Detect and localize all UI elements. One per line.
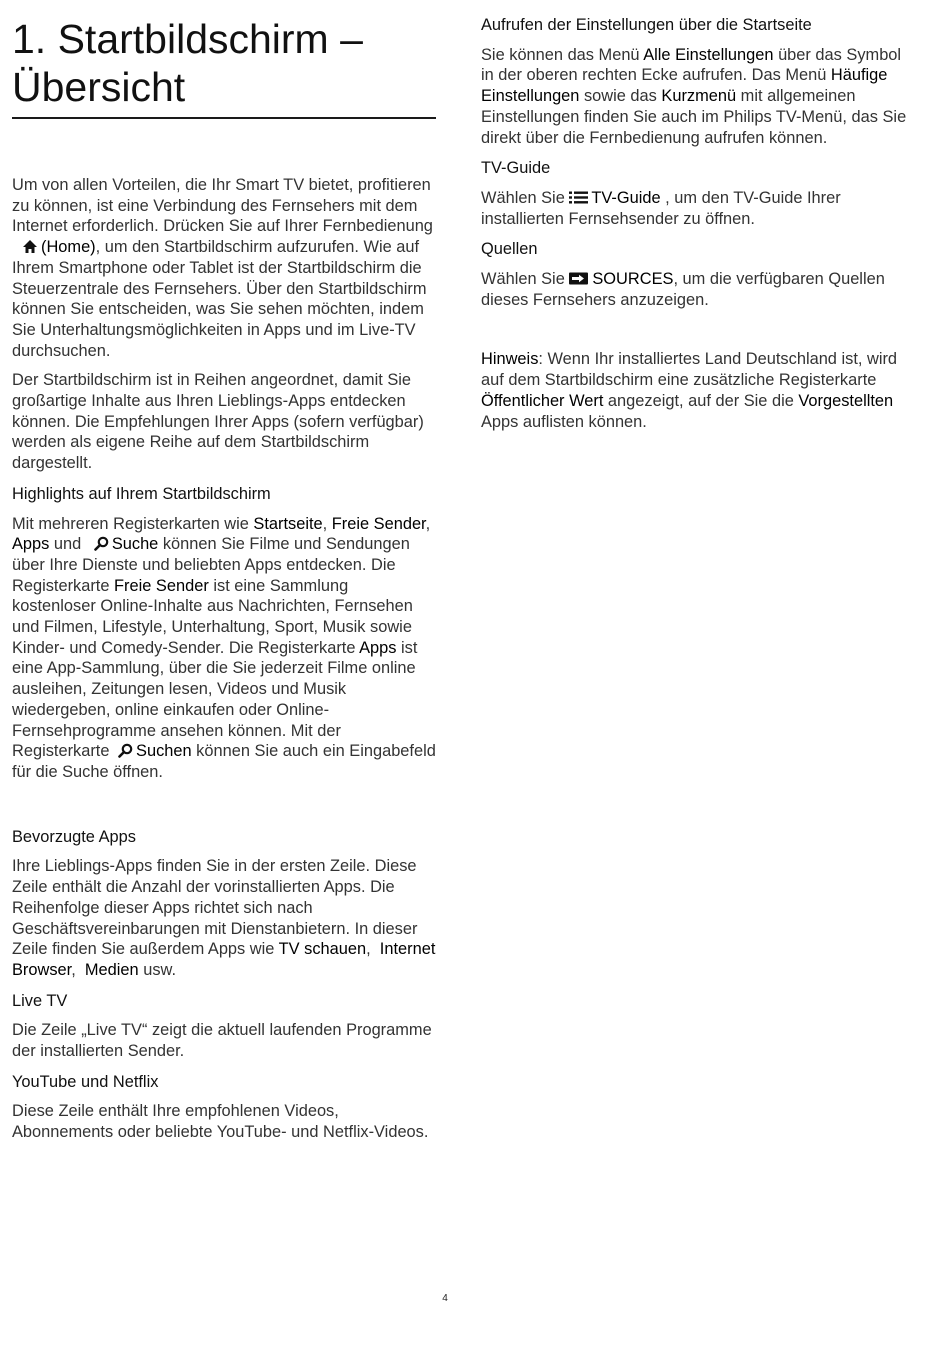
tvguide-text-2: , um den TV-Guide Ihrer installierten Fernsehsender zu öffnen. bbox=[481, 188, 841, 228]
settings-text-3: sowie das bbox=[579, 87, 662, 106]
page-title bbox=[12, 15, 436, 119]
intro-text-1: Um von allen Vorteilen, die Ihr Smart TV bietet, profitieren zu können, ist eine Verbindung des Fernsehers mit dem Internet erforderlich. Drücken Sie auf Ihrer Fernbedienung bbox=[12, 176, 433, 236]
sep: , bbox=[425, 514, 431, 533]
app-internet-browser: Internet Browser bbox=[12, 940, 436, 979]
sources-heading: Quellen bbox=[481, 240, 538, 259]
home-icon bbox=[22, 239, 38, 254]
tab-freie-sender: Freie Sender bbox=[331, 514, 426, 533]
livetv-heading: Live TV bbox=[12, 991, 68, 1010]
page-title-line1: 1. Startbildschirm – bbox=[12, 16, 363, 62]
favorites-text-1: Ihre Lieblings-Apps finden Sie in der ersten Zeile. Diese Zeile enthält die Anzahl der vorinstallierten Apps. Die Reihenfolge dieser Apps richtet sich nach Geschäftsvereinbarungen mit Dienstanbietern. In dieser Zeile finden Sie außerdem Apps wie bbox=[12, 857, 418, 959]
page-title-line2: Übersicht bbox=[12, 64, 186, 110]
sep: , bbox=[71, 960, 85, 979]
menu-haeufige-einstellungen: Häufige Einstellungen bbox=[481, 66, 888, 106]
favorites-text-2: usw. bbox=[138, 960, 177, 979]
note-label: Hinweis bbox=[481, 350, 539, 369]
youtube-heading: YouTube und Netflix bbox=[12, 1072, 159, 1091]
sources-paragraph bbox=[481, 269, 911, 310]
highlights-paragraph bbox=[12, 514, 436, 783]
livetv-paragraph: Die Zeile „Live TV“ zeigt die aktuell laufenden Programme der installierten Sender. bbox=[12, 1021, 432, 1061]
note-paragraph bbox=[481, 349, 911, 432]
rows-paragraph: Der Startbildschirm ist in Reihen angeordnet, damit Sie großartige Inhalte aus Ihren Lieblings-Apps entdecken können. Die Empfehlungen Ihrer Apps (sofern verfügbar) werden als eigene Reihe auf dem Startbildschirm dargestellt. bbox=[12, 371, 424, 473]
highlights-text-1: Mit mehreren Registerkarten wie bbox=[12, 514, 254, 533]
tab-vorgestellten: Vorgestellten bbox=[798, 391, 894, 410]
settings-paragraph bbox=[481, 45, 911, 149]
search-icon bbox=[118, 743, 133, 758]
tvguide-text-1: Wählen Sie bbox=[481, 188, 570, 207]
highlights-text-5: können Sie auch ein Eingabefeld für die Suche öffnen. bbox=[12, 742, 436, 781]
note-text-1: : Wenn Ihr installiertes Land Deutschland ist, wird auf dem Startbildschirm eine zusätzliche Registerkarte bbox=[481, 350, 898, 390]
note-text-3: Apps auflisten können. bbox=[481, 412, 647, 431]
tab-startseite: Startseite bbox=[253, 514, 323, 533]
tab-suchen: Suchen bbox=[136, 742, 192, 761]
sep: und bbox=[49, 535, 86, 554]
sources-icon bbox=[569, 272, 588, 285]
left-column bbox=[12, 0, 436, 1143]
app-tv-schauen: TV schauen bbox=[278, 940, 367, 959]
tab-freie-sender-2: Freie Sender bbox=[114, 576, 209, 595]
favorites-paragraph bbox=[12, 856, 436, 980]
tvguide-heading: TV-Guide bbox=[481, 159, 551, 178]
tab-oeffentlicher-wert: Öffentlicher Wert bbox=[481, 391, 604, 410]
tab-suche: Suche bbox=[111, 535, 159, 554]
right-column bbox=[481, 0, 911, 432]
settings-text-4: mit allgemeinen Einstellungen finden Sie auch im Philips TV-Menü, das Sie direkt über die Fernbedienung aufrufen können. bbox=[481, 87, 907, 147]
settings-text-1: Sie können das Menü bbox=[481, 45, 644, 64]
youtube-paragraph: Diese Zeile enthält Ihre empfohlenen Videos, Abonnements oder beliebte YouTube- und Netflix-Videos. bbox=[12, 1102, 429, 1142]
settings-text-2: über das Symbol in der oberen rechten Ecke aufrufen. Das Menü bbox=[481, 45, 902, 85]
sources-text-1: Wählen Sie bbox=[481, 270, 570, 289]
highlights-text-3: ist eine Sammlung kostenloser Online-Inhalte aus Nachrichten, Fernsehen und Filmen, Lifestyle, Unterhaltung, Sport, Musik sowie Kinder- und Comedy-Sender. Die Registerkarte bbox=[12, 576, 413, 657]
sep: , bbox=[366, 940, 380, 959]
highlights-heading: Highlights auf Ihrem Startbildschirm bbox=[12, 484, 271, 503]
sep: , bbox=[322, 514, 332, 533]
tvguide-paragraph bbox=[481, 188, 911, 229]
menu-alle-einstellungen: Alle Einstellungen bbox=[643, 45, 774, 64]
app-medien: Medien bbox=[84, 960, 139, 979]
intro-paragraph bbox=[12, 175, 436, 361]
settings-heading: Aufrufen der Einstellungen über die Startseite bbox=[481, 16, 812, 34]
tvguide-label: TV-Guide bbox=[591, 188, 661, 207]
sources-text-2: , um die verfügbaren Quellen dieses Fernsehers anzuzeigen. bbox=[481, 270, 885, 309]
note-text-2: angezeigt, auf der Sie die bbox=[603, 391, 799, 410]
search-icon bbox=[94, 536, 109, 551]
intro-text-2: , um den Startbildschirm aufzurufen. Wie auf Ihrem Smartphone oder Tablet ist der Startbildschirm die Steuerzentrale des Fernsehers. Über den Startbildschirm können Sie entscheiden, was Sie sehen möchten, indem Sie Unterhaltungsmöglichkeiten in Apps und im Live-TV durchsuchen. bbox=[12, 238, 427, 360]
tab-apps-2: Apps bbox=[359, 638, 397, 657]
menu-kurzmenue: Kurzmenü bbox=[661, 87, 737, 106]
tv-guide-icon bbox=[569, 191, 588, 204]
favorites-heading: Bevorzugte Apps bbox=[12, 827, 136, 846]
page-number: 4 bbox=[442, 1293, 448, 1304]
home-label: (Home) bbox=[41, 238, 96, 257]
highlights-text-2: können Sie Filme und Sendungen über Ihre Dienste und beliebten Apps entdecken. Die Registerkarte bbox=[12, 535, 410, 595]
highlights-text-4: ist eine App-Sammlung, über die Sie jederzeit Filme online ausleihen, Zeitungen lesen, Videos und Musik wiedergeben, online einkaufen oder Online-Fernsehprogramme ansehen können. Mit der Registerkarte bbox=[12, 638, 418, 761]
sources-label: SOURCES bbox=[592, 270, 674, 289]
tab-apps: Apps bbox=[12, 535, 50, 554]
